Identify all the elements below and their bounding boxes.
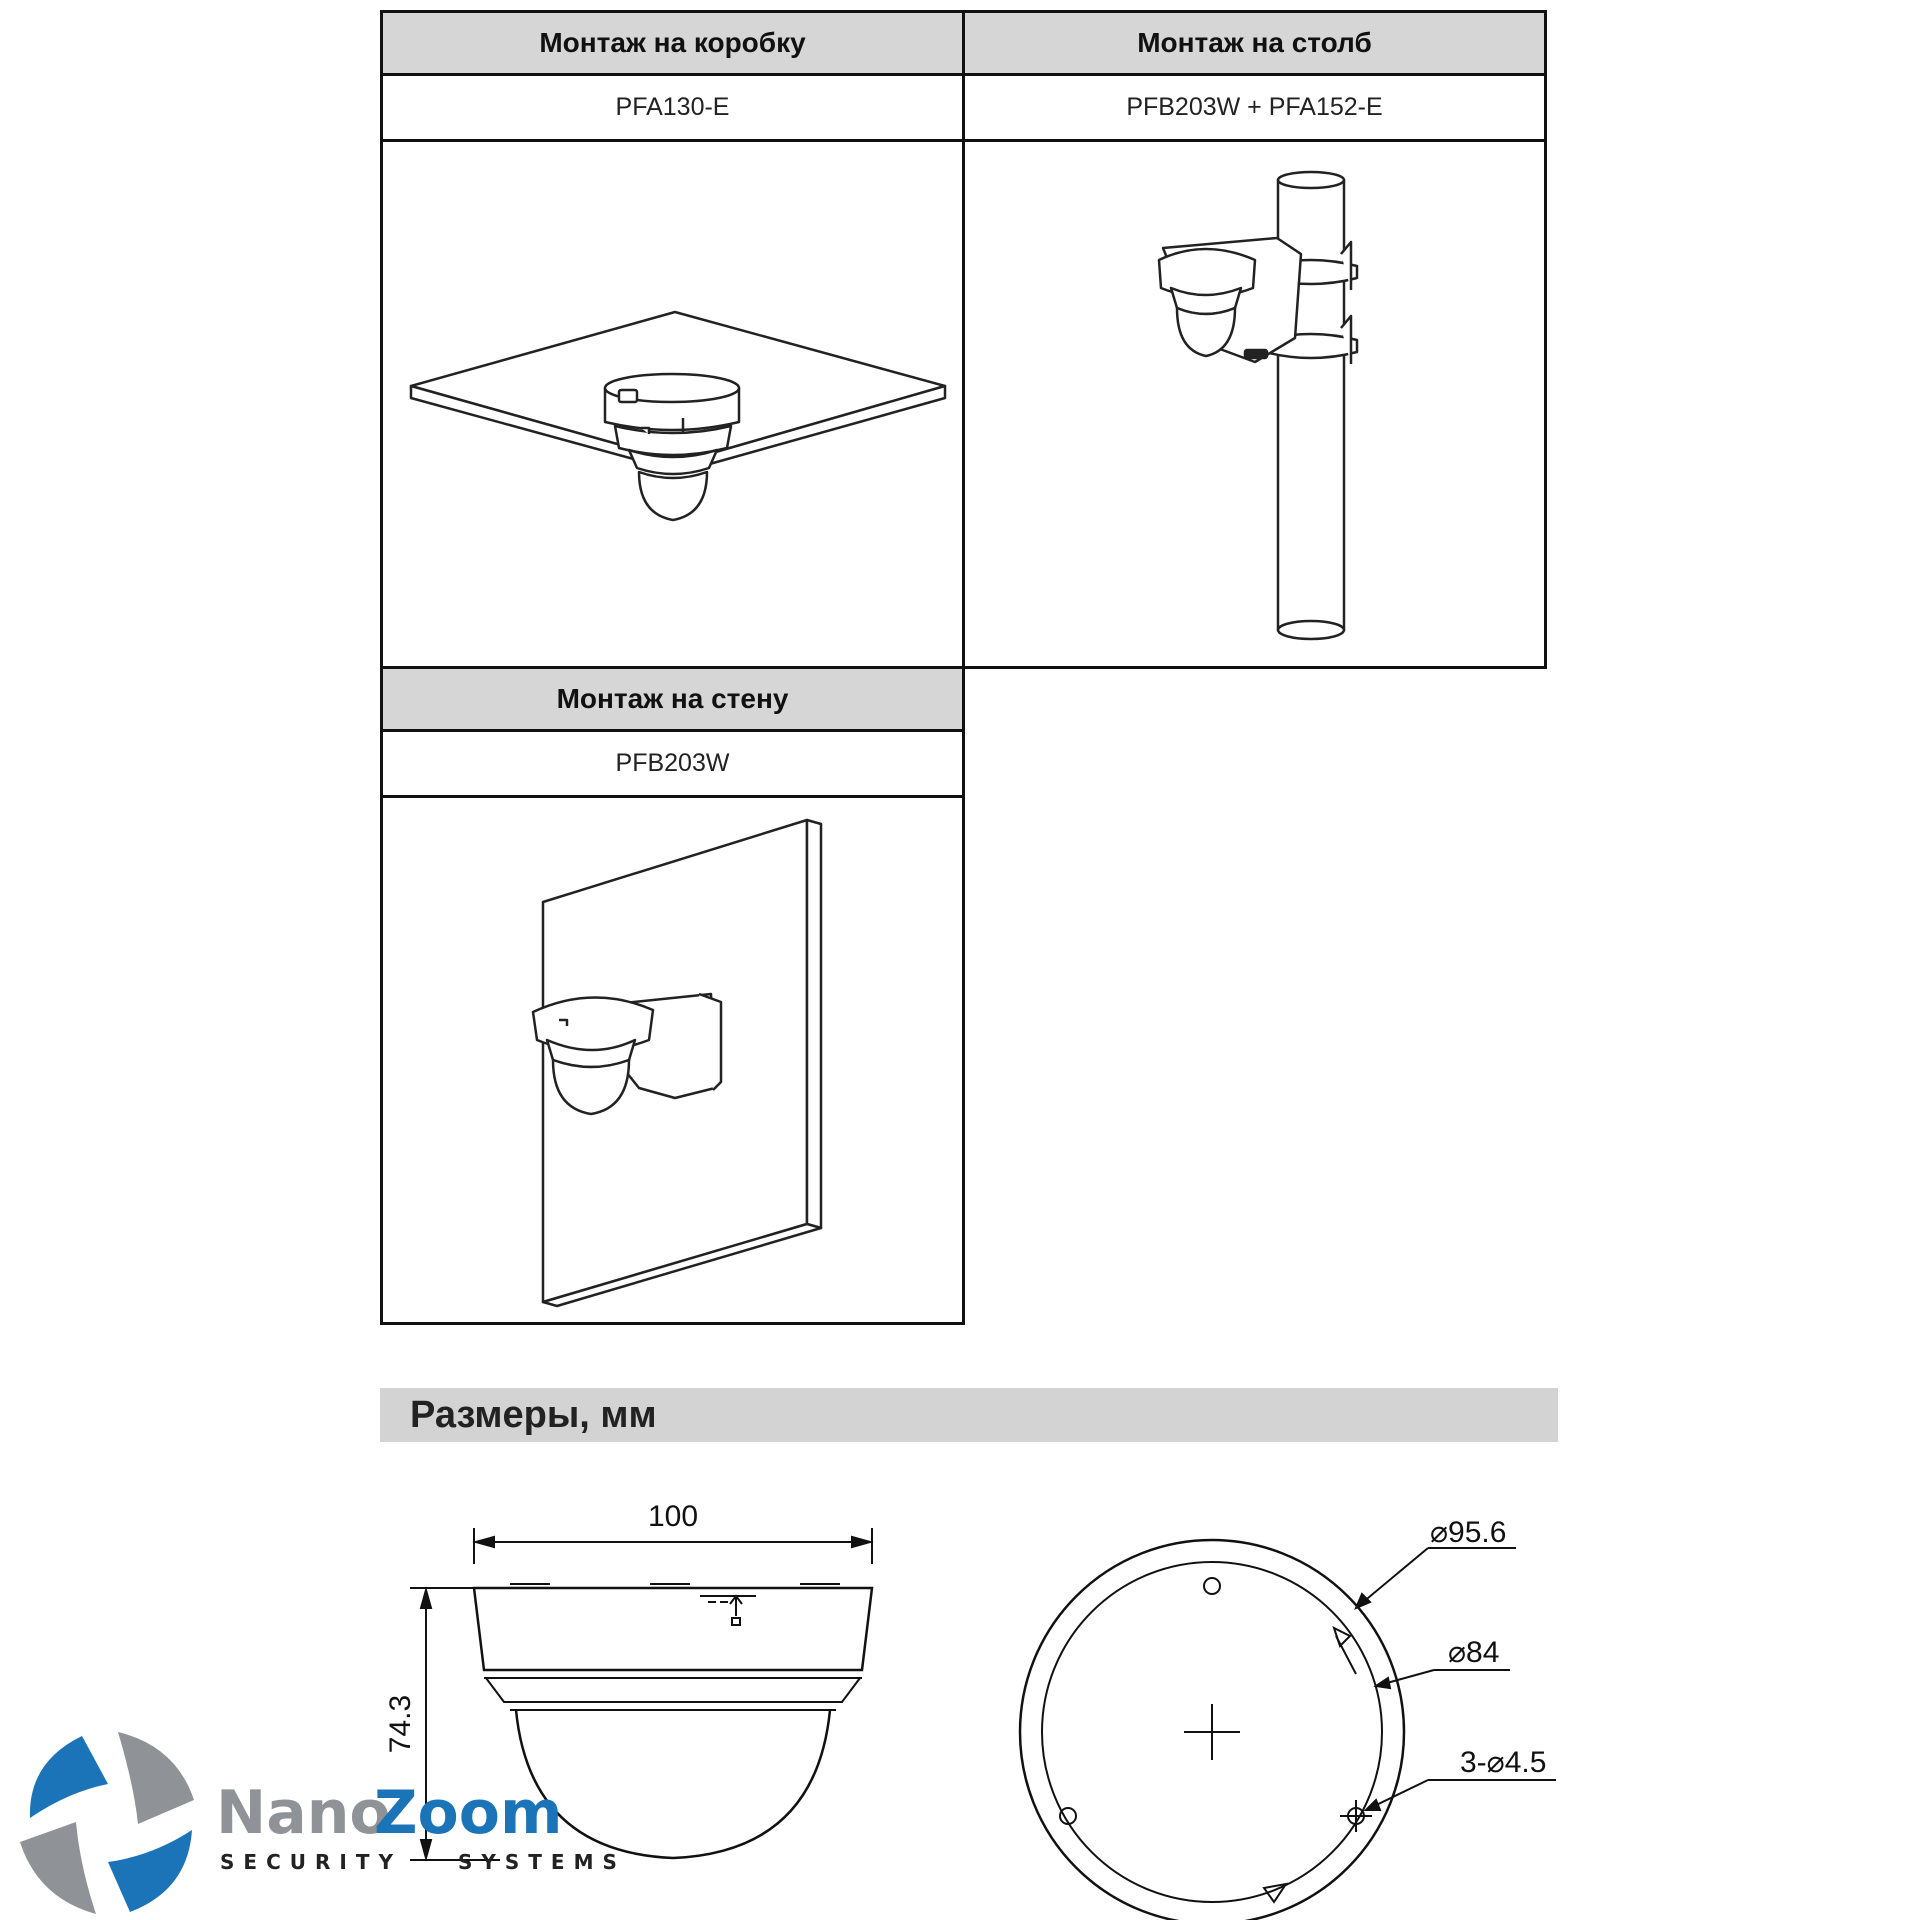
wall-mount-title: Монтаж на стену (556, 683, 789, 714)
pole-mount-model-cell (962, 73, 1547, 142)
box-mount-model-cell (380, 73, 965, 142)
wall-camera-icon (383, 798, 962, 1322)
wall-mount-model: PFB203W (615, 749, 730, 777)
box-mount-header (380, 10, 965, 76)
pole-mount-title: Монтаж на столб (1137, 27, 1372, 58)
box-mount-model: PFA130-E (615, 93, 730, 121)
holes-label: 3-⌀4.5 (1460, 1746, 1547, 1779)
nanozoom-emblem-icon (8, 1726, 208, 1916)
box-mount-title: Монтаж на коробку (539, 27, 806, 58)
logo-tag-security: SECURITY (220, 1850, 402, 1874)
ceiling-box-camera-icon (383, 142, 962, 666)
box-mount-illustration (380, 139, 965, 669)
height-label: 74.3 (384, 1694, 417, 1754)
wall-mount-header (380, 666, 965, 732)
wall-mount-model-cell (380, 729, 965, 798)
logo-brand-zoom: Zoom (374, 1778, 563, 1848)
nanozoom-logo (8, 1726, 628, 1916)
pole-mount-illustration (962, 139, 1547, 669)
outer-diameter-label: ⌀95.6 (1430, 1516, 1507, 1549)
inner-diameter-label: ⌀84 (1448, 1636, 1500, 1669)
pole-mount-header (962, 10, 1547, 76)
dimensions-title: Размеры, мм (410, 1394, 657, 1436)
logo-brand-nano: Nano (216, 1778, 391, 1848)
dimensions-section-bar (380, 1388, 1558, 1442)
logo-tag-systems: SYSTEMS (458, 1850, 626, 1874)
top-view-drawing (1010, 1490, 1570, 1920)
width-label: 100 (647, 1500, 699, 1533)
wall-mount-illustration (380, 795, 965, 1325)
pole-mount-model: PFB203W + PFA152-E (1126, 93, 1383, 121)
pole-camera-icon (965, 142, 1544, 666)
